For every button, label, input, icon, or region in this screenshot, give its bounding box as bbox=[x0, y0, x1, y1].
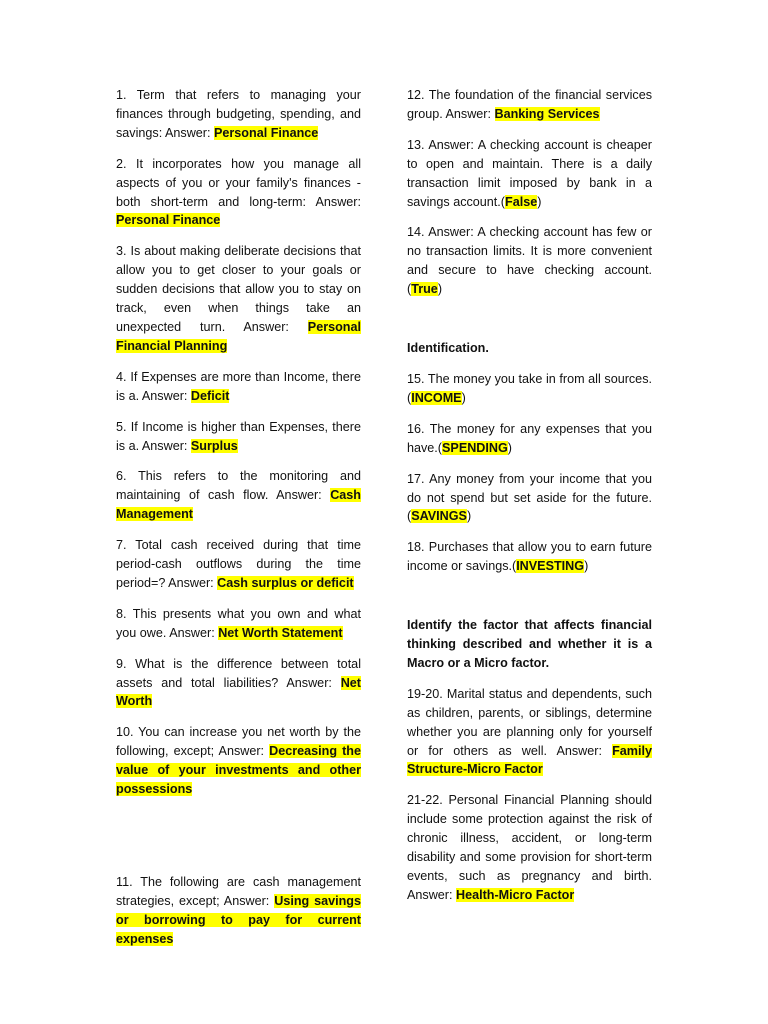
factor-heading: Identify the factor that affects financial thinking described and whether it is a Macro or a Micro factor. bbox=[407, 618, 652, 670]
answer-highlight: SAVINGS bbox=[411, 509, 467, 524]
answer-highlight: Cash Management bbox=[116, 488, 361, 522]
question-3: 3. Is about making deliberate decisions that allow you to get closer to your goals or sudden decisions that allow you to stay on track, even when things take an unexpected turn. Answer: Personal Financial Planning bbox=[116, 244, 361, 353]
question-18: 18. Purchases that allow you to earn future income or savings.(INVESTING) bbox=[407, 540, 652, 574]
question-2: 2. It incorporates how you manage all aspects of you or your family's finances - both short-term and long-term: Answer: Personal Finance bbox=[116, 156, 361, 228]
answer-highlight: INCOME bbox=[411, 390, 462, 405]
answer-highlight: Net Worth bbox=[116, 675, 361, 709]
question-14: 14. Answer: A checking account has few or no transaction limits. It is more convenient and secure to have checking account.(True) bbox=[407, 225, 652, 297]
answer-highlight: INVESTING bbox=[516, 559, 585, 574]
answer-highlight: Banking Services bbox=[494, 106, 600, 121]
question-16: 16. The money for any expenses that you have.(SPENDING) bbox=[407, 421, 652, 455]
question-5: 5. If Income is higher than Expenses, there is a. Answer: Surplus bbox=[116, 419, 361, 453]
question-9: 9. What is the difference between total assets and total liabilities? Answer: Net Worth bbox=[116, 656, 361, 709]
question-17: 17. Any money from your income that you do not spend but set aside for the future. (SAVINGS) bbox=[407, 471, 652, 524]
answer-highlight: Surplus bbox=[190, 438, 238, 453]
question-15: 15. The money you take in from all sources. (INCOME) bbox=[407, 371, 652, 405]
right-column bbox=[407, 86, 652, 917]
question-10: 10. You can increase you net worth by the following, except; Answer: Decreasing the value of your investments and other possessions bbox=[116, 725, 361, 797]
left-column bbox=[116, 86, 361, 961]
question-8: 8. This presents what you own and what you owe. Answer: Net Worth Statement bbox=[116, 606, 361, 640]
answer-highlight: SPENDING bbox=[442, 440, 508, 455]
question-4: 4. If Expenses are more than Income, there is a. Answer: Deficit bbox=[116, 369, 361, 403]
question-11: 11. The following are cash management strategies, except; Answer: Using savings or borrowing to pay for current expenses bbox=[116, 875, 362, 946]
question-7: 7. Total cash received during that time period-cash outflows during the time period=? Answer: Cash surplus or deficit bbox=[116, 538, 361, 590]
question-19-20: 19-20. Marital status and dependents, such as children, parents, or siblings, determine whether you are planning only for yourself or for others as well. Answer: Family Structure-Micro Factor bbox=[407, 686, 652, 777]
answer-highlight: Decreasing the value of your investments and other possessions bbox=[116, 744, 361, 797]
answer-highlight: False bbox=[505, 194, 538, 209]
question-13: 13. Answer: A checking account is cheaper to open and maintain. There is a daily transaction limit imposed by bank in a savings account.(False) bbox=[407, 137, 652, 209]
question-21-22: 21-22. Personal Financial Planning should include some protection against the risk of chronic illness, accident, or long-term disability and some provision for short-term events, such as pregnancy and birth. Answer: Health-Micro Factor bbox=[407, 793, 652, 902]
answer-highlight: Personal Financial Planning bbox=[116, 319, 361, 353]
answer-highlight: Cash surplus or deficit bbox=[217, 575, 354, 590]
question-12: 12. The foundation of the financial services group. Answer: Banking Services bbox=[407, 88, 652, 121]
answer-highlight: Personal Finance bbox=[116, 213, 221, 228]
answer-highlight: Net Worth Statement bbox=[218, 625, 343, 640]
answer-highlight: Using savings or borrowing to pay for current expenses bbox=[116, 893, 362, 946]
question-1: 1. Term that refers to managing your finances through budgeting, spending, and savings: Answer: Personal Finance bbox=[116, 88, 361, 140]
answer-highlight: Deficit bbox=[190, 388, 230, 403]
identification-heading: Identification. bbox=[407, 341, 489, 356]
answer-highlight: Family Structure-Micro Factor bbox=[407, 743, 652, 777]
answer-highlight: Personal Finance bbox=[214, 125, 319, 140]
answer-highlight: Health-Micro Factor bbox=[456, 887, 575, 902]
question-6: 6. This refers to the monitoring and maintaining of cash flow. Answer: Cash Management bbox=[116, 469, 361, 522]
answer-highlight: True bbox=[411, 282, 438, 297]
